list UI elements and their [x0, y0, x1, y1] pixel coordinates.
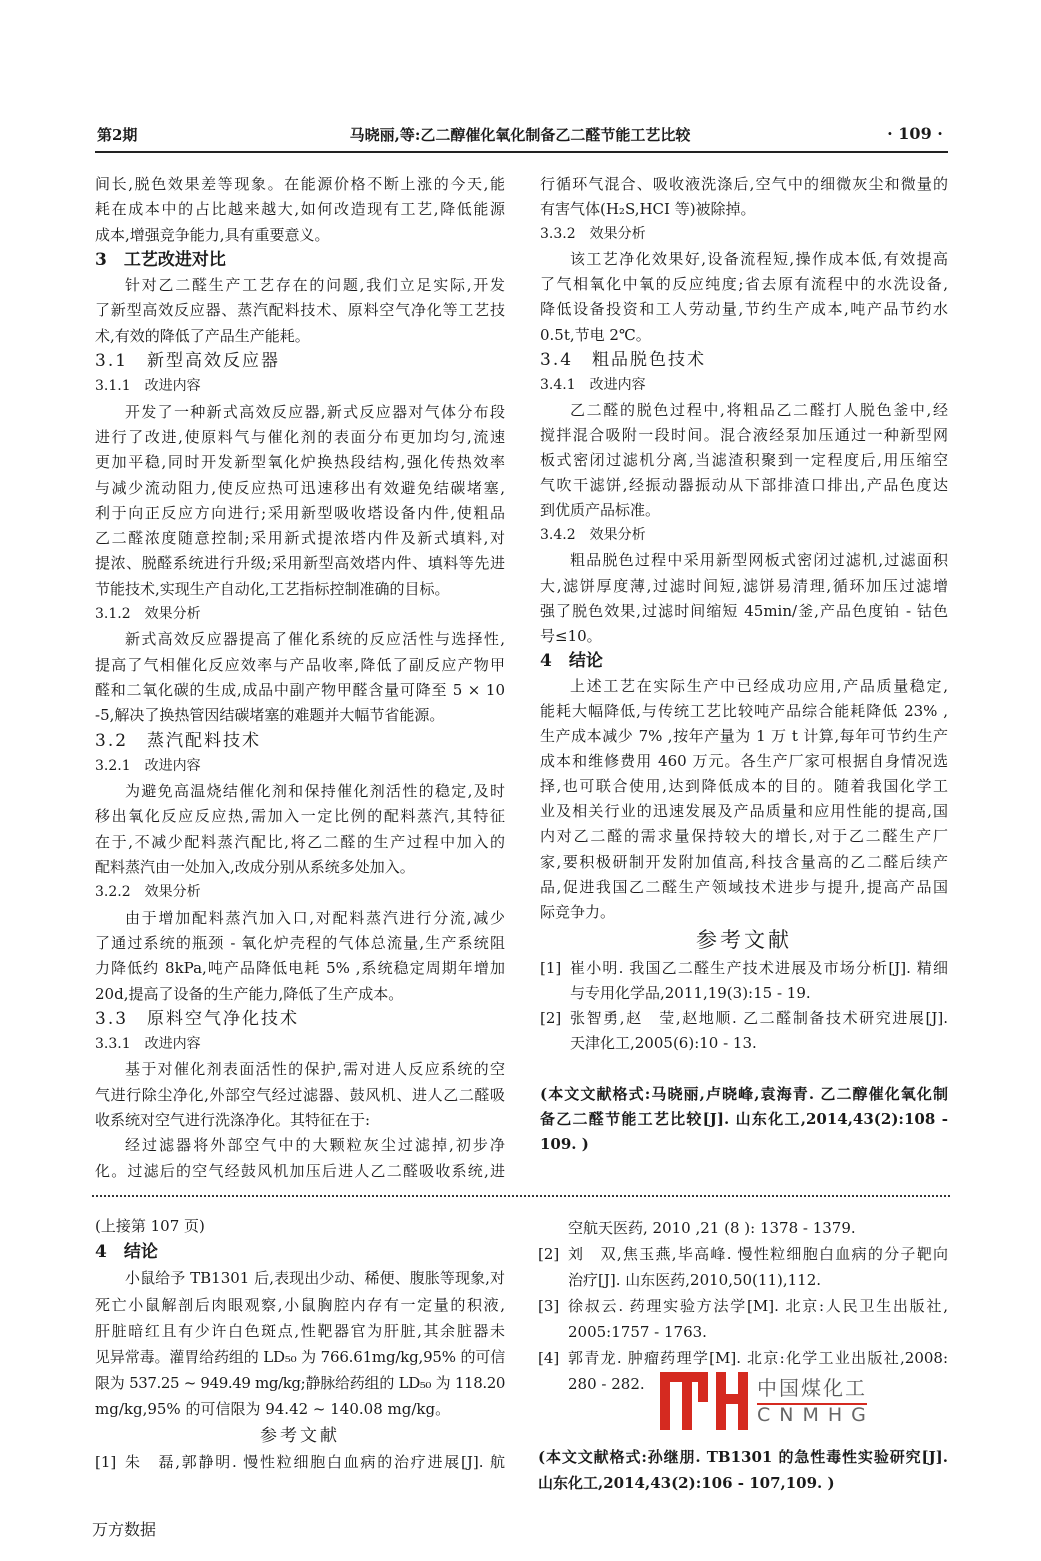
reference-label: [4] — [538, 1349, 560, 1367]
paragraph — [95, 1265, 505, 1422]
text-line: 内对乙二醛的需求量保持较大的增长,对于乙二醛生产厂 — [540, 827, 948, 846]
paragraph — [540, 247, 948, 347]
text-line: 该工艺净化效果好,设备流程短,操作成本低,有效提高 — [570, 250, 948, 269]
reference-text — [568, 1293, 948, 1345]
citation-line: 备乙二醛节能工艺比较[J]. 山东化工,2014,43(2):108 - — [540, 1109, 948, 1128]
text-line: 了气相氧化中氧的反应纯度;省去原有流程中的水洗设备, — [540, 275, 948, 294]
text-line: 提浓、脱醛系统进行升级;采用新型高效塔内件、填料等先进 — [95, 554, 505, 573]
text-line: 了通过系统的瓶颈 - 氧化炉壳程的气体总流量,生产系统阻 — [95, 933, 505, 952]
text-line: 0.5t,节电 2℃。 — [540, 325, 651, 344]
reference-entry — [95, 1449, 505, 1475]
text-line: 气吹干滤饼,经振动器振动从下部排渣口排出,产品色度达 — [540, 476, 948, 495]
text-line: 移出氧化反应反应热,需加入一定比例的配料蒸汽,其特征 — [95, 807, 505, 826]
reference-line: 张智勇,赵 莹,赵地顺. 乙二醛制备技术研究进展[J]. — [570, 1009, 948, 1028]
text-line: 提高了气相催化反应效率与产品收率,降低了副反应产物甲 — [95, 655, 505, 674]
text-line: 家,要积极研制开发附加值高,科技含量高的乙二醛后续产 — [540, 852, 948, 871]
text-line: 生产成本减少 7% ,按年产量为 1 万 t 计算,每年可节约生产 — [540, 727, 948, 746]
reference-line: 刘 双,焦玉燕,毕高峰. 慢性粒细胞白血病的分子靶向 — [568, 1245, 948, 1263]
section-heading: (上接第 107 页) — [95, 1217, 205, 1235]
reference-line: 徐叔云. 药理实验方法学[M]. 北京:人民卫生出版社, — [568, 1297, 948, 1315]
reference-text — [570, 1006, 948, 1056]
paragraph — [95, 1057, 505, 1133]
citation-format — [540, 1082, 948, 1157]
text-line: 品,促进我国乙二醛生产领域技术进步与提升,提高产品国 — [540, 877, 948, 896]
paragraph — [95, 172, 505, 248]
logo-name-en: CNMHG — [757, 1404, 875, 1426]
text-line: 际竞争力。 — [540, 902, 616, 921]
section-heading: 3.1.2 效果分析 — [95, 606, 201, 623]
reference-label: [2] — [540, 1009, 562, 1028]
text-line: 耗在成本中的占比越来越大,如何改造现有工艺,降低能源 — [95, 200, 505, 219]
text-line: 在于,不减少配料蒸汽配比,将乙二醛的生产过程中加入的 — [95, 832, 505, 851]
text-line: 行循环气混合、吸收液洗涤后,空气中的细微灰尘和微量的 — [540, 175, 948, 193]
text-line: 死亡小鼠解剖后肉眼观察,小鼠胸腔内存有一定量的积液, — [95, 1295, 505, 1314]
citation-line: (本文文献格式:孙继朋. TB1301 的急性毒性实验研究[J]. — [538, 1447, 948, 1466]
paragraph — [540, 674, 948, 925]
section-heading: 3.4 粗品脱色技术 — [540, 349, 707, 370]
reference-line: 郭青龙. 肿瘤药理学[M]. 北京:化学工业出版社,2008: — [568, 1349, 948, 1367]
text-line: 针对乙二醛生产工艺存在的问题,我们立足实际,开发 — [125, 276, 505, 295]
reference-line: 治疗[J]. 山东医药,2010,50(11),112. — [568, 1271, 822, 1289]
bottom-left-column — [95, 1213, 505, 1475]
reference-continuation: 空航天医药, 2010 ,21 (8 ): 1378 - 1379. — [568, 1219, 856, 1237]
text-line: 限为 537.25 ~ 949.49 mg/kg;静脉给药组的 LD₅₀ 为 118.20 — [95, 1374, 505, 1393]
text-line: 乙二醛的脱色过程中,将粗品乙二醛打人脱色釜中,经 — [570, 400, 948, 419]
text-line: 降低设备投资和工人劳动量,节约生产成本,吨产品节约水 — [540, 300, 948, 319]
text-line: 力降低约 8kPa,吨产品降低电耗 5% ,系统稳定周期年增加 — [95, 959, 505, 978]
reference-label: [1] — [540, 959, 562, 978]
paragraph — [95, 627, 505, 728]
section-heading: 3.3 原料空气净化技术 — [95, 1008, 300, 1029]
bottom-right-column — [538, 1215, 948, 1496]
reference-line: 朱 磊,郭静明. 慢性粒细胞白血病的治疗进展[J]. 航 — [125, 1452, 505, 1471]
reference-text — [568, 1241, 948, 1293]
text-line: 醛和二氧化碳的生成,成品中副产物甲醛含量可降至 5 × 10 — [95, 680, 505, 699]
citation-line: 109. ) — [540, 1134, 589, 1153]
reference-text — [570, 956, 948, 1006]
paragraph — [95, 779, 505, 880]
text-line: 强了脱色效果,过滤时间缩短 45min/釜,产品色度铂 - 钴色 — [540, 601, 948, 620]
right-column — [540, 172, 948, 1157]
paragraph — [95, 1133, 505, 1184]
reference-entry — [538, 1293, 948, 1345]
citation-line: (本文文献格式:马晓丽,卢晓峰,袁海青. 乙二醇催化氧化制 — [540, 1084, 948, 1103]
text-line: 基于对催化剂表面活性的保护,需对进人反应系统的空 — [125, 1060, 505, 1079]
text-line: -5,解决了换热管因结碳堵塞的难题并大幅节省能源。 — [95, 706, 445, 725]
text-line: 间长,脱色效果差等现象。在能源价格不断上涨的今天,能 — [95, 175, 505, 193]
text-line: 号≤10。 — [540, 626, 602, 645]
footer-source: 万方数据 — [92, 1520, 157, 1539]
citation-line: 山东化工,2014,43(2):106 - 107,109. ) — [538, 1473, 835, 1492]
section-heading: 3.2.2 效果分析 — [95, 884, 201, 901]
text-line: 节能技术,实现生产自动化,工艺指标控制准确的目标。 — [95, 579, 450, 598]
blank-line — [540, 1057, 948, 1082]
paragraph — [540, 398, 948, 523]
text-line: 搅拌混合吸附一段时间。混合液经泵加压通过一种新型网 — [540, 425, 948, 444]
text-line: 能耗大幅降低,与传统工艺比较吨产品综合能耗降低 23% , — [540, 701, 948, 720]
reference-text — [125, 1449, 505, 1475]
section-heading: 4 结论 — [540, 650, 603, 671]
text-line: 成本和维修费用 460 万元。各生产厂家可根据自身情况选 — [540, 752, 948, 771]
citation-format — [538, 1444, 948, 1496]
text-line: 收系统对空气进行洗涤净化。其特征在于: — [95, 1110, 371, 1129]
left-column — [95, 172, 505, 1184]
section-heading: 4 结论 — [95, 1242, 158, 1263]
text-line: 气进行除尘净化,外部空气经过滤器、鼓风机、进人乙二醛吸 — [95, 1085, 505, 1104]
text-line: 配料蒸汽由一处加入,改成分别从系统多处加入。 — [95, 858, 415, 877]
section-heading: 3.2.1 改进内容 — [95, 757, 201, 774]
text-line: 择,也可联合使用,达到降低成本的目的。随着我国化学工 — [540, 777, 948, 796]
text-line: 化。过滤后的空气经鼓风机加压后进人乙二醛吸收系统,进 — [95, 1161, 505, 1180]
text-line: 粗品脱色过程中采用新型网板式密闭过滤机,过滤面积 — [570, 551, 948, 570]
text-line: 为避免高温烧结催化剂和保持催化剂活性的稳定,及时 — [125, 782, 505, 801]
text-line: 与减少流动阻力,使反应热可迅速移出有效避免结碳堵塞, — [95, 478, 505, 497]
reference-entry — [538, 1241, 948, 1293]
cnmhg-watermark-logo — [660, 1372, 875, 1430]
paragraph — [95, 906, 505, 1007]
reference-line: 与专用化学品,2011,19(3):15 - 19. — [570, 984, 811, 1003]
reference-label: [1] — [95, 1452, 117, 1471]
reference-entry — [540, 1006, 948, 1056]
text-line: 肝脏暗红且有少许白色斑点,性靶器官为肝脏,其余脏器未 — [95, 1321, 505, 1340]
text-line: 20d,提高了设备的生产能力,降低了生产成本。 — [95, 984, 404, 1003]
text-line: 成本,增强竞争能力,具有重要意义。 — [95, 225, 330, 244]
paragraph — [540, 172, 948, 222]
reference-line: 崔小明. 我国乙二醛生产技术进展及市场分析[J]. 精细 — [570, 959, 948, 978]
text-line: 利于向正反应方向进行;采用新型吸收塔设备内件,使粗品 — [95, 503, 505, 522]
reference-line: 280 - 282. — [568, 1375, 645, 1393]
text-line: 术,有效的降低了产品生产能耗。 — [95, 326, 310, 345]
references-heading: 参考文献 — [696, 927, 792, 952]
reference-line: 2005:1757 - 1763. — [568, 1323, 707, 1341]
page-number: · 109 · — [887, 124, 943, 143]
text-line: 开发了一种新式高效反应器,新式反应器对气体分布段 — [125, 402, 505, 421]
text-line: 到优质产品标准。 — [540, 501, 661, 520]
section-heading: 3.1.1 改进内容 — [95, 378, 201, 395]
paragraph — [95, 400, 505, 602]
text-line: 新式高效反应器提高了催化系统的反应活性与选择性, — [125, 630, 505, 649]
paragraph — [540, 548, 948, 648]
text-line: 更加平稳,同时开发新型氧化炉换热段结构,强化传热效率 — [95, 453, 505, 472]
text-line: 有害气体(H₂S,HCI 等)被除掉。 — [540, 200, 756, 219]
article-separator — [92, 1195, 950, 1197]
issue-number: 第2期 — [97, 126, 138, 144]
text-line: 业及相关行业的迅速发展及产品质量和应用性能的提高,国 — [540, 802, 948, 821]
reference-label: [2] — [538, 1245, 560, 1263]
text-line: 乙二醛浓度随意控制;采用新式提浓塔内件及新式填料,对 — [95, 529, 505, 548]
reference-line: 天津化工,2005(6):10 - 13. — [570, 1034, 757, 1053]
text-line: 小鼠给予 TB1301 后,表现出少动、稀便、腹胀等现象,对 — [125, 1269, 505, 1288]
paragraph — [95, 273, 505, 349]
mh-logo-mark-icon — [660, 1372, 748, 1430]
section-heading: 3.4.1 改进内容 — [540, 376, 646, 393]
text-line: 进行了改进,使原料气与催化剂的表面分布更加均匀,流速 — [95, 427, 505, 446]
text-line: mg/kg,95% 的可信限为 94.42 ~ 140.08 mg/kg。 — [95, 1400, 451, 1419]
text-line: 板式密闭过滤机分离,当滤渣积聚到一定程度后,用压缩空 — [540, 451, 948, 470]
section-heading: 3.2 蒸汽配料技术 — [95, 730, 262, 751]
text-line: 大,滤饼厚度薄,过滤时间短,滤饼易清理,循环加压过滤增 — [540, 576, 948, 595]
section-heading: 3.4.2 效果分析 — [540, 527, 646, 544]
text-line: 上述工艺在实际生产中已经成功应用,产品质量稳定, — [570, 676, 948, 695]
reference-entry — [540, 956, 948, 1006]
text-line: 由于增加配料蒸汽加入口,对配料蒸汽进行分流,减少 — [125, 908, 505, 927]
logo-name-cn: 中国煤化工 — [757, 1372, 867, 1405]
text-line: 经过滤器将外部空气中的大颗粒灰尘过滤掉,初步净 — [125, 1136, 505, 1155]
text-line: 见异常毒。灌胃给药组的 LD₅₀ 为 766.61mg/kg,95% 的可信 — [95, 1347, 505, 1366]
text-line: 了新型高效反应器、蒸汽配料技术、原料空气净化等工艺技 — [95, 301, 505, 320]
section-heading: 3.3.2 效果分析 — [540, 226, 646, 243]
running-title: 马晓丽,等:乙二醇催化氧化制备乙二醛节能工艺比较 — [349, 126, 691, 144]
references-heading: 参考文献 — [260, 1425, 340, 1446]
section-heading: 3 工艺改进对比 — [95, 249, 226, 270]
section-heading: 3.1 新型高效反应器 — [95, 351, 281, 372]
header-rule — [95, 151, 948, 153]
section-heading: 3.3.1 改进内容 — [95, 1036, 201, 1053]
reference-label: [3] — [538, 1297, 560, 1315]
